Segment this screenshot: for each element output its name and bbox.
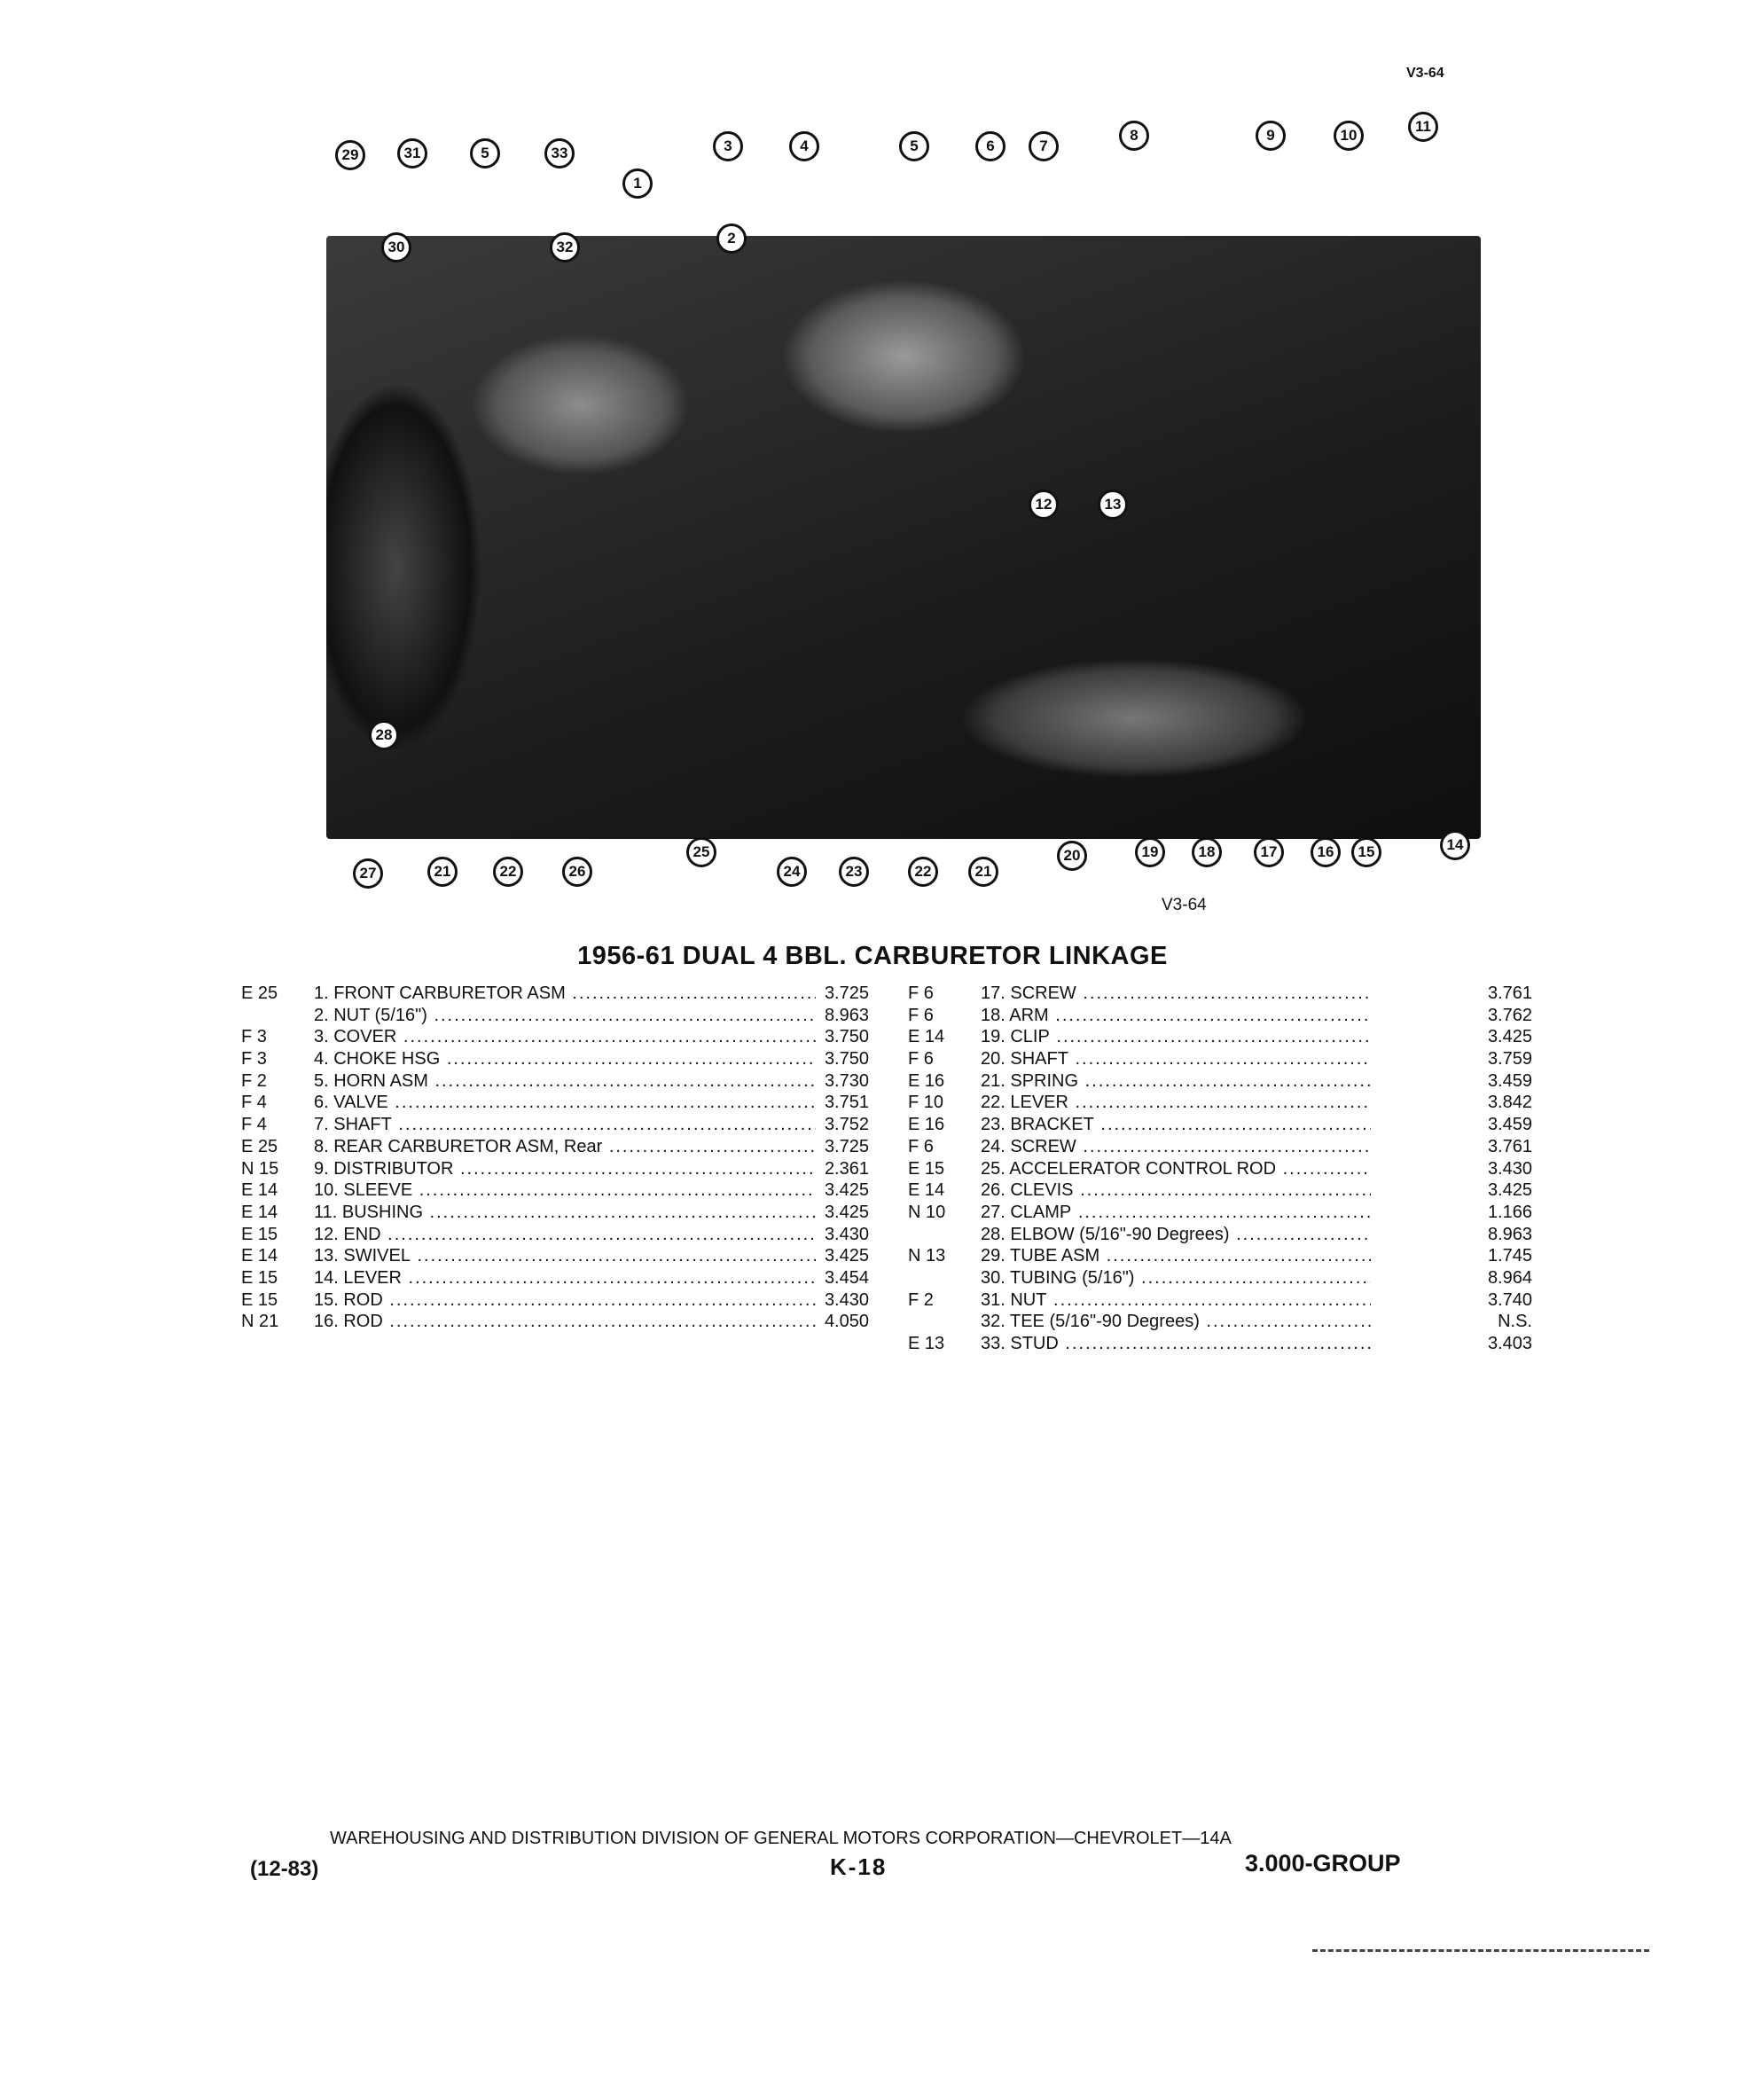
part-group-code: F 4: [241, 1093, 267, 1113]
callout-18: 18: [1192, 837, 1222, 867]
part-number: 8.963: [824, 1005, 869, 1025]
part-group-code: E 14: [241, 1180, 278, 1201]
part-number: 3.842: [1487, 1093, 1532, 1113]
footer-date: (12-83): [250, 1857, 319, 1881]
callout-25: 25: [686, 837, 716, 867]
callout-2: 2: [716, 223, 747, 254]
part-description: 9. DISTRIBUTOR .....: [314, 1158, 816, 1180]
part-group-code: E 15: [241, 1289, 278, 1310]
part-group-code: E 15: [241, 1224, 278, 1244]
part-description: 2. NUT (5/16") .....: [314, 1005, 816, 1027]
part-description: 16. ROD .....: [314, 1311, 816, 1333]
part-number: 3.425: [824, 1246, 869, 1266]
callout-31: 31: [397, 138, 427, 168]
part-description: 31. NUT .....: [981, 1289, 1371, 1312]
part-number: 3.430: [824, 1289, 869, 1310]
part-group-code: E 25: [241, 983, 278, 1003]
part-group-code: F 2: [908, 1289, 934, 1310]
part-number: N.S.: [1498, 1312, 1532, 1332]
callout-10: 10: [1334, 121, 1364, 151]
part-number: 3.750: [824, 1049, 869, 1070]
part-description: 15. ROD .....: [314, 1289, 816, 1312]
callout-22: 22: [493, 857, 523, 887]
part-number: 3.761: [1487, 983, 1532, 1003]
part-number: 3.430: [824, 1224, 869, 1244]
part-group-code: E 14: [908, 1027, 945, 1047]
part-group-code: E 14: [908, 1180, 945, 1201]
callout-21: 21: [968, 857, 998, 887]
part-number: 3.403: [1487, 1334, 1532, 1353]
part-description: 28. ELBOW (5/16"-90 Degrees) .....: [981, 1224, 1371, 1246]
part-group-code: E 14: [241, 1246, 278, 1266]
part-description: 20. SHAFT .....: [981, 1048, 1371, 1070]
callout-11: 11: [1408, 112, 1438, 142]
part-description: 27. CLAMP .....: [981, 1202, 1371, 1224]
part-group-code: N 21: [241, 1312, 279, 1332]
part-number: 1.745: [1487, 1246, 1532, 1266]
callout-13: 13: [1098, 490, 1128, 520]
callout-12: 12: [1029, 490, 1059, 520]
callout-16: 16: [1311, 837, 1341, 867]
callout-33: 33: [544, 138, 575, 168]
callout-24: 24: [777, 857, 807, 887]
part-number: 3.425: [824, 1180, 869, 1201]
page-title: 1956-61 DUAL 4 BBL. CARBURETOR LINKAGE: [577, 942, 1168, 970]
part-description: 18. ARM .....: [981, 1005, 1371, 1027]
callout-29: 29: [335, 140, 365, 170]
callout-22: 22: [908, 857, 938, 887]
part-number: 3.730: [824, 1070, 869, 1091]
part-number: 3.761: [1487, 1136, 1532, 1156]
callout-5: 5: [899, 131, 929, 161]
part-group-code: E 13: [908, 1334, 945, 1353]
part-number: 3.751: [824, 1093, 869, 1113]
callout-7: 7: [1029, 131, 1059, 161]
part-group-code: N 13: [908, 1246, 946, 1266]
part-group-code: E 14: [241, 1202, 278, 1222]
callout-9: 9: [1256, 121, 1286, 151]
part-number: 8.963: [1487, 1224, 1532, 1244]
part-description: 11. BUSHING .....: [314, 1202, 816, 1224]
part-group-code: E 16: [908, 1070, 945, 1091]
part-description: 10. SLEEVE .....: [314, 1179, 816, 1202]
callout-30: 30: [381, 232, 411, 262]
part-description: 17. SCREW .....: [981, 983, 1371, 1005]
part-description: 23. BRACKET .....: [981, 1114, 1371, 1136]
part-description: 21. SPRING .....: [981, 1070, 1371, 1093]
part-description: 22. LEVER .....: [981, 1092, 1371, 1114]
callout-8: 8: [1119, 121, 1149, 151]
part-description: 26. CLEVIS .....: [981, 1179, 1371, 1202]
callout-15: 15: [1351, 837, 1381, 867]
part-description: 19. CLIP .....: [981, 1026, 1371, 1048]
callout-28: 28: [369, 720, 399, 750]
callout-27: 27: [353, 858, 383, 889]
part-number: 3.459: [1487, 1070, 1532, 1091]
part-group-code: E 15: [241, 1267, 278, 1288]
part-group-code: F 3: [241, 1027, 267, 1047]
part-number: 3.425: [1487, 1180, 1532, 1201]
part-number: 3.759: [1487, 1049, 1532, 1070]
callout-1: 1: [622, 168, 653, 199]
part-group-code: F 3: [241, 1049, 267, 1070]
part-description: 12. END .....: [314, 1224, 816, 1246]
callout-3: 3: [713, 131, 743, 161]
part-description: 30. TUBING (5/16") .....: [981, 1267, 1371, 1289]
part-number: 1.166: [1487, 1202, 1532, 1222]
part-description: 29. TUBE ASM .....: [981, 1245, 1371, 1267]
part-group-code: F 6: [908, 1005, 934, 1025]
part-description: 1. FRONT CARBURETOR ASM .....: [314, 983, 816, 1005]
part-description: 33. STUD .....: [981, 1333, 1371, 1355]
part-number: 3.725: [824, 983, 869, 1003]
callout-32: 32: [550, 232, 580, 262]
part-group-code: F 6: [908, 983, 934, 1003]
callout-14: 14: [1440, 830, 1470, 860]
part-number: 3.425: [1487, 1027, 1532, 1047]
part-group-code: E 15: [908, 1158, 945, 1179]
part-group-code: F 2: [241, 1070, 267, 1091]
part-description: 32. TEE (5/16"-90 Degrees) .....: [981, 1311, 1371, 1333]
callout-20: 20: [1057, 841, 1087, 871]
callout-23: 23: [839, 857, 869, 887]
part-number: 3.752: [824, 1115, 869, 1135]
callout-4: 4: [789, 131, 819, 161]
part-group-code: E 16: [908, 1115, 945, 1135]
part-description: 14. LEVER .....: [314, 1267, 816, 1289]
callout-21: 21: [427, 857, 458, 887]
carburetor-linkage-photo: [326, 236, 1481, 839]
part-description: 25. ACCELERATOR CONTROL ROD .....: [981, 1158, 1371, 1180]
callout-6: 6: [975, 131, 1006, 161]
part-group-code: F 6: [908, 1049, 934, 1070]
part-group-code: F 6: [908, 1136, 934, 1156]
part-number: 8.964: [1487, 1267, 1532, 1288]
part-description: 8. REAR CARBURETOR ASM, Rear .....: [314, 1136, 816, 1158]
part-description: 7. SHAFT .....: [314, 1114, 816, 1136]
callout-19: 19: [1135, 837, 1165, 867]
part-group-code: N 15: [241, 1158, 279, 1179]
part-number: 3.762: [1487, 1005, 1532, 1025]
part-group-code: N 10: [908, 1202, 946, 1222]
footer-group: 3.000-GROUP: [1245, 1850, 1401, 1877]
callout-26: 26: [562, 857, 592, 887]
header-code: V3-64: [1406, 66, 1444, 81]
footer-division: WAREHOUSING AND DISTRIBUTION DIVISION OF GENERAL MOTORS CORPORATION—CHEVROLET—14A: [330, 1829, 1232, 1848]
callout-17: 17: [1254, 837, 1284, 867]
part-description: 4. CHOKE HSG .....: [314, 1048, 816, 1070]
callout-5: 5: [470, 138, 500, 168]
footer-page-number: K-18: [830, 1853, 888, 1880]
part-number: 2.361: [824, 1158, 869, 1179]
part-description: 13. SWIVEL .....: [314, 1245, 816, 1267]
part-number: 3.750: [824, 1027, 869, 1047]
part-group-code: E 25: [241, 1136, 278, 1156]
part-number: 3.430: [1487, 1158, 1532, 1179]
part-number: 3.459: [1487, 1115, 1532, 1135]
part-description: 5. HORN ASM .....: [314, 1070, 816, 1093]
part-number: 4.050: [824, 1312, 869, 1332]
part-description: 6. VALVE .....: [314, 1092, 816, 1114]
part-group-code: F 4: [241, 1115, 267, 1135]
figure-code: V3-64: [1162, 896, 1207, 914]
part-number: 3.725: [824, 1136, 869, 1156]
part-description: 3. COVER .....: [314, 1026, 816, 1048]
decorative-dash-line: [1312, 1949, 1649, 1952]
part-description: 24. SCREW .....: [981, 1136, 1371, 1158]
part-number: 3.454: [824, 1267, 869, 1288]
part-number: 3.740: [1487, 1289, 1532, 1310]
part-group-code: F 10: [908, 1093, 944, 1113]
part-number: 3.425: [824, 1202, 869, 1222]
